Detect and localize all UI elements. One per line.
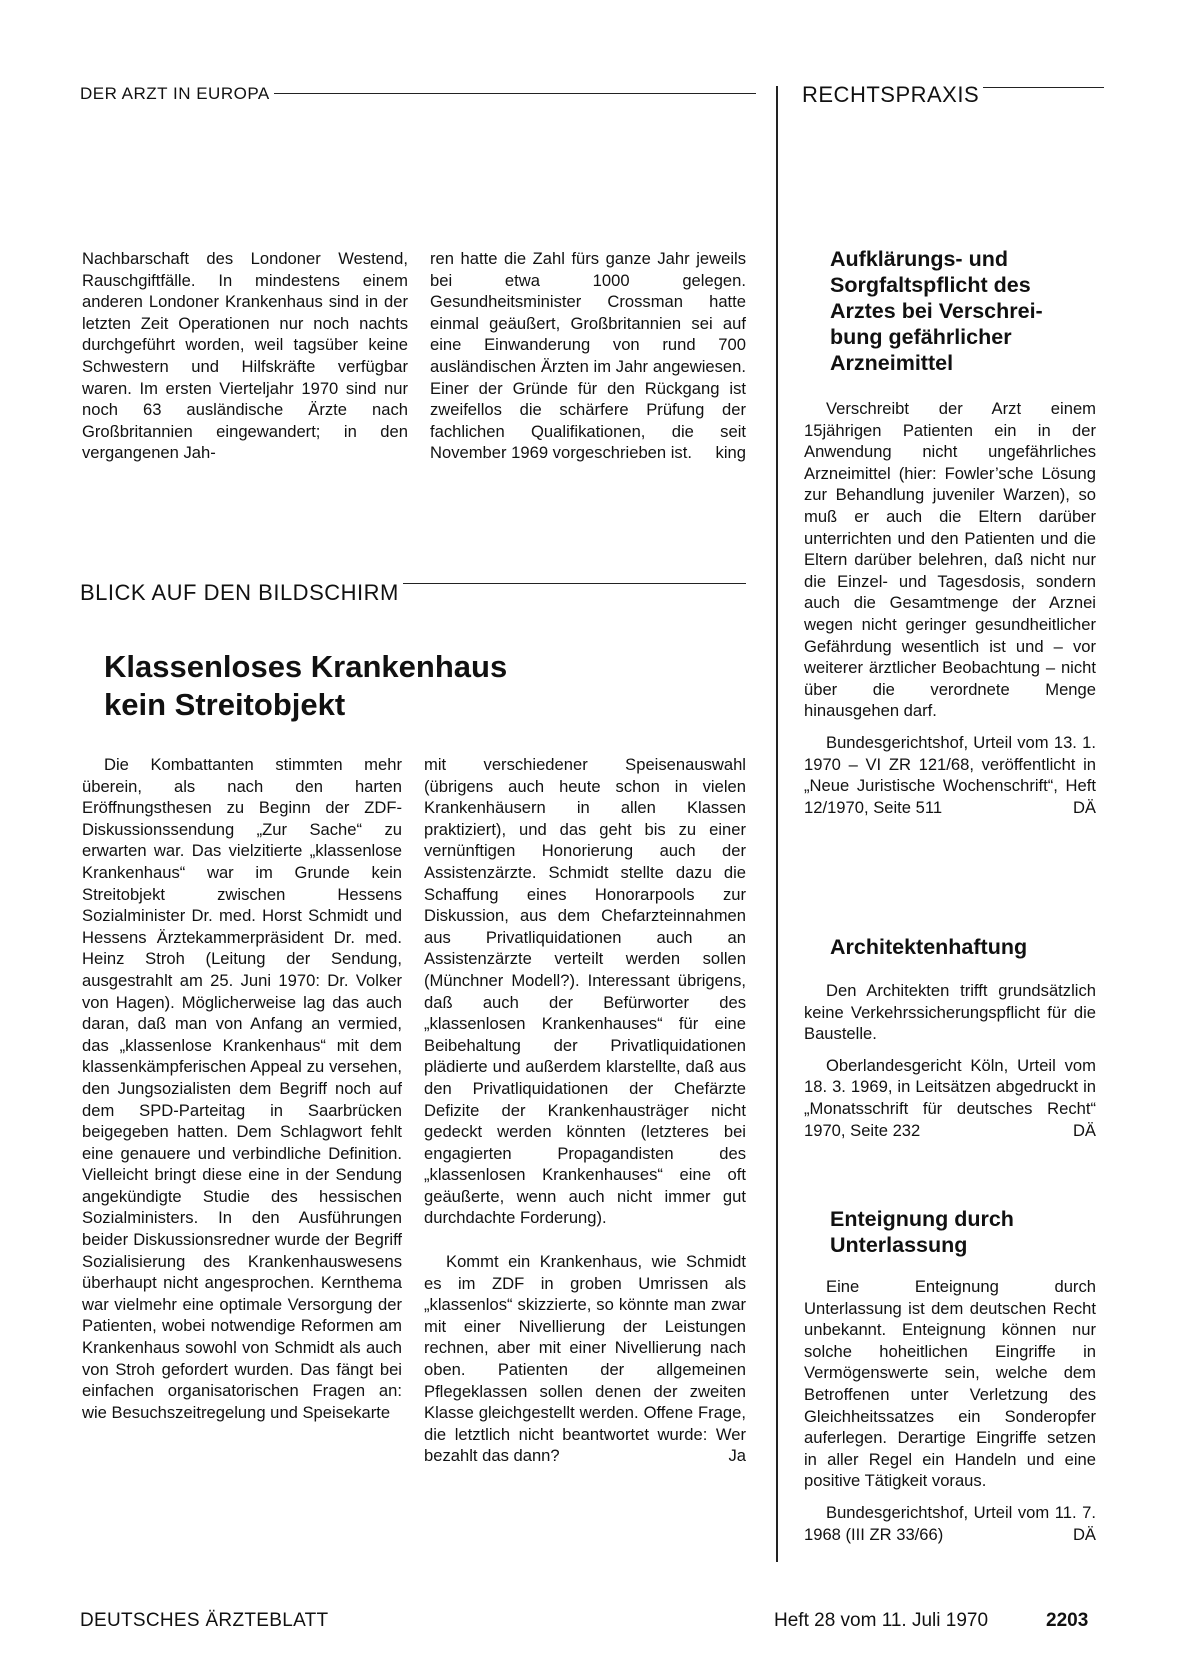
- court-source: Bundesgerichtshof, Urteil vom 11. 7. 1968 (III ZR 33/66): [804, 1502, 1096, 1544]
- column-divider: [776, 86, 778, 1562]
- footer-journal: DEUTSCHES ÄRZTEBLATT: [80, 1610, 329, 1631]
- title-line: bung gefährlicher: [830, 325, 1012, 349]
- header-rule: [403, 583, 746, 584]
- header-rule: [274, 93, 756, 94]
- paragraph: Die Kombattanten stimmten mehr überein, als nach den harten Eröffnungsthesen zu Beginn der ZDF-Diskussionssendung „Zur Sache“ zu erwarten war. Das vielzitierte „klassenlose Krankenhaus“ war im Grunde kein Streitobjekt zwischen Hessens Sozialminister Dr. med. Horst Schmidt und Hessens Ärztekammerpräsident Dr. med. Heinz Stroh (Leitung der Sendung, ausgestrahlt am 25. Juni 1970: Dr. Volker von Hagen). Möglicherweise lag das auch daran, daß man von Anfang an vermied, das „klassenlose Krankenhaus“ mit dem klassenkämpferischen Appeal zu versehen, den Jungsozialisten dem Begriff noch auf dem SPD-Parteitag in Saarbrücken beigegeben hatten. Dem Schlagwort fehlt eine genauere und verbindliche Definition. Vielleicht bringt diese eine in der Sendung angekündigte Studie des hessischen Sozialministers. In den Ausführungen beider Diskussionsredner wurde der Begriff Sozialisierung des Krankenhauswesens überhaupt nicht angesprochen. Kernthema war vielmehr eine optimale Versorgung der Patienten, wobei notwendige Reformen am Krankenhaus sowohl von Schmidt als auch von Stroh gefordert wurden. Das fängt bei einfachen organisatorischen Fragen an: wie Besuchszeitregelung und Speisekarte: [82, 755, 402, 1422]
- bildschirm-col2: [424, 754, 746, 1467]
- paragraph: Nachbarschaft des Londoner Westend, Rauschgiftfälle. In mindestens einem anderen Londoner Krankenhaus sind in der letzten Zeit Operationen nur noch nachts durchgeführt worden, weil tagsüber keine Schwestern und Hilfskräfte verfügbar waren. Im ersten Vierteljahr 1970 sind nur noch 63 ausländische Ärzte nach Großbritannien eingewandert; in den vergangenen Jah-: [82, 249, 408, 463]
- section-header-label: BLICK AUF DEN BILDSCHIRM: [80, 580, 399, 605]
- header-rule: [983, 87, 1104, 88]
- paragraph: Kommt ein Krankenhaus, wie Schmidt es im ZDF in groben Umrissen als „klassenlos“ skizzierte, so könnte man zwar mit einer Nivellierung der Leistungen rechnen, aber mit einer Nivellierung nach oben. Patienten der allgemeinen Pflegeklassen sollen denen der zweiten Klasse gleichgestellt werden. Offene Frage, die letztlich nicht beantwortet wurde: Wer bezahlt das dann?: [424, 1252, 746, 1466]
- paragraph: Den Architekten trifft grundsätzlich keine Verkehrssicherungspflicht für die Baustelle.: [804, 981, 1096, 1044]
- rechtspraxis-title-3: [830, 1206, 1100, 1258]
- title-line: Aufklärungs- und: [830, 247, 1008, 271]
- section-header-rechtspraxis: [802, 82, 1104, 108]
- title-line: Sorgfaltspflicht des: [830, 273, 1031, 297]
- section-header-label: RECHTSPRAXIS: [802, 82, 980, 107]
- article-title-line: Klassenloses Krankenhaus: [104, 649, 508, 684]
- title-line: Enteignung durch: [830, 1207, 1014, 1231]
- paragraph: ren hatte die Zahl fürs ganze Jahr jeweils bei etwa 1000 gelegen. Gesundheitsminister Crossman hatte einmal geäußert, Großbritannien sei auf eine Einwanderung von rund 700 ausländischen Ärzten im Jahr angewiesen. Einer der Gründe für den Rückgang ist zweifellos die schärfere Prüfung der fachlichen Qualifikationen, die seit November 1969 vorgeschrieben ist.: [430, 249, 746, 463]
- title-line: Arzneimittel: [830, 351, 954, 375]
- author-signature: Ja: [728, 1446, 746, 1466]
- author-signature: DÄ: [1072, 1524, 1096, 1544]
- rechtspraxis-title-1: [830, 246, 1110, 376]
- court-source: Bundesgerichtshof, Urteil vom 13. 1. 1970 – VI ZR 121/68, veröffentlicht in „Neue Juristische Wochenschrift“, Heft 12/1970, Seite 511: [804, 732, 1096, 817]
- title-line: Arztes bei Verschrei-: [830, 299, 1043, 323]
- court-source: Oberlandesgericht Köln, Urteil vom 18. 3. 1969, in Leitsätzen abgedruckt in „Monatsschrift für deutsches Recht“ 1970, Seite 232: [804, 1055, 1096, 1140]
- rechtspraxis-item2-body: [804, 980, 1096, 1141]
- rechtspraxis-item1-body: [804, 398, 1096, 818]
- rechtspraxis-item3-body: [804, 1276, 1096, 1545]
- paragraph: Eine Enteignung durch Unterlassung ist dem deutschen Recht unbekannt. Enteignung können nur solche hoheitlichen Eingriffe in Vermögenswerte sein, welche dem Betroffenen unter Verletzung des Gleichheitssatzes ein Sonderopfer auferlegen. Derartige Eingriffe setzen in aller Regel ein Handeln und eine positive Tätigkeit voraus.: [804, 1277, 1096, 1491]
- section-header-arzt-in-europa: [80, 84, 756, 104]
- footer-issue: Heft 28 vom 11. Juli 1970: [774, 1610, 989, 1631]
- top-article-col1: [82, 248, 408, 464]
- page-number: 2203: [1046, 1610, 1089, 1631]
- article-title: [104, 648, 664, 724]
- bildschirm-col1: [82, 754, 402, 1423]
- rechtspraxis-title-2: Architektenhaftung: [830, 935, 1028, 959]
- paragraph: mit verschiedener Speisenauswahl (übrigens auch heute schon in vielen Krankenhäusern in allen Klassen praktiziert), und das geht bis zu einer vernünftigen Honorierung auch der Assistenzärzte. Schmidt stellte dazu die Schaffung eines Honorarpools zur Diskussion, aus dem Chefarzteinnahmen aus Privatliquidationen auch an Assistenzärzte verteilt werden sollen (Münchner Modell?). Interessant übrigens, daß auch der Befürworter des „klassenlosen Krankenhauses“ für eine Beibehaltung der Privatliquidationen plädierte und außerdem klarstellte, daß aus den Privatliquidationen der Chefärzte Defizite der Krankenhausträger nicht gedeckt werden könnten (letzteres bei engagierten Propagandisten des „klassenlosen Krankenhauses“ eine oft geäußerte, wenn auch nicht immer gut durchdachte Forderung).: [424, 755, 746, 1228]
- title-line: Unterlassung: [830, 1233, 968, 1257]
- article-title-line: kein Streitobjekt: [104, 687, 346, 722]
- author-signature: king: [715, 443, 746, 463]
- paragraph: Verschreibt der Arzt einem 15jährigen Patienten ein in der Anwendung nicht ungefährliches Arzneimittel (hier: Fowler’sche Lösung zur Behandlung juveniler Warzen), so muß er auch die Eltern darüber unterrichten und den Patienten und die Eltern darüber belehren, daß nicht nur die Einzel- und Tagesdosis, sondern auch die Gesamtmenge der Arznei wegen nicht geringer gesundheitlicher Gefährdung wesentlich ist und – vor weiterer ärztlicher Beobachtung – nicht über die verordnete Menge hinausgehen darf.: [804, 399, 1096, 721]
- top-article-col2: [430, 248, 746, 464]
- section-header-bildschirm: [80, 580, 746, 606]
- author-signature: DÄ: [1072, 1120, 1096, 1140]
- section-header-label: DER ARZT IN EUROPA: [80, 84, 270, 103]
- author-signature: DÄ: [1072, 797, 1096, 817]
